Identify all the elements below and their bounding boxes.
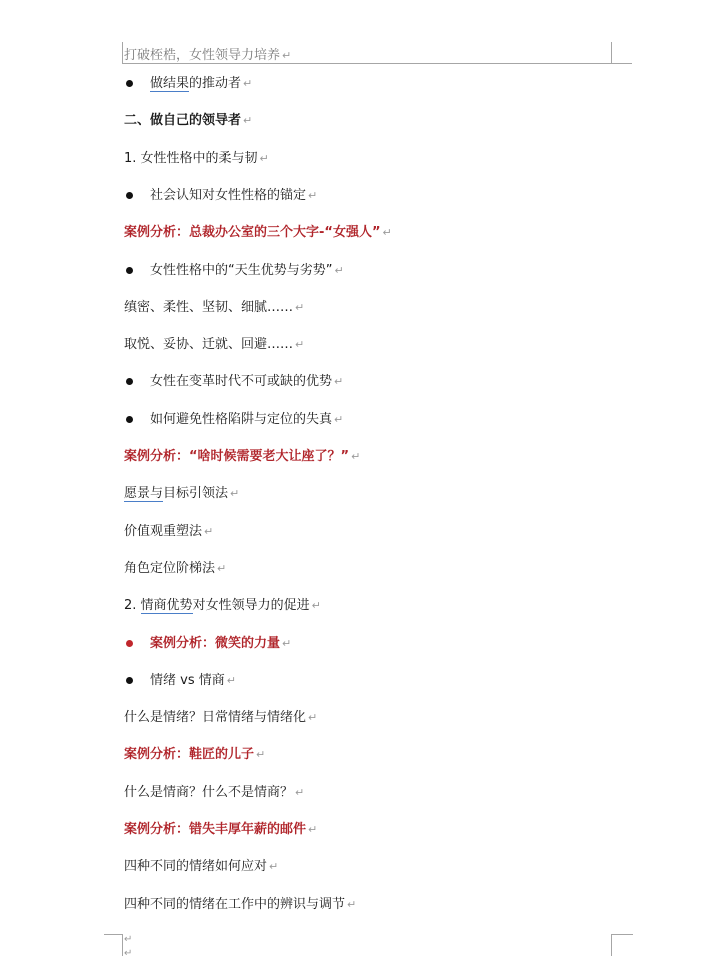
line-text: 1. 女性性格中的柔与韧 — [124, 151, 258, 166]
page-header — [124, 44, 291, 63]
line-text: 社会认知对女性性格的锚定 — [150, 188, 307, 203]
paragraph-mark: ↵ — [282, 49, 292, 62]
list-item — [150, 374, 343, 390]
list-item — [124, 151, 269, 167]
bullet-icon — [126, 677, 133, 684]
line-text: 女性性格中的“天生优势与劣势” — [150, 263, 333, 278]
bullet-icon — [126, 80, 133, 87]
line-text: 取悦、妥协、迁就、回避…… — [124, 337, 294, 352]
line-text: 女性在变革时代不可或缺的优势 — [150, 374, 333, 389]
paragraph-mark: ↵ — [311, 599, 321, 612]
paragraph-mark: ↵ — [243, 114, 253, 127]
list-item — [124, 524, 213, 540]
line-text: 案例分析：“啥时候需要老大让座了？” — [124, 449, 350, 464]
case-analysis-line — [124, 449, 360, 465]
line-text: 缜密、柔性、坚韧、细腻…… — [124, 300, 294, 315]
line-text: 什么是情绪？日常情绪与情绪化 — [124, 710, 307, 725]
paragraph-mark: ↵ — [204, 525, 214, 538]
list-item — [124, 337, 304, 353]
line-text: 情绪 vs 情商 — [150, 673, 225, 688]
paragraph-mark: ↵ — [347, 898, 357, 911]
list-item — [124, 300, 304, 316]
line-text: 案例分析：鞋匠的儿子 — [124, 747, 255, 762]
paragraph-mark: ↵ — [334, 264, 344, 277]
paragraph-mark: ↵ — [217, 562, 227, 575]
list-item — [150, 188, 317, 204]
paragraph-mark: ↵ — [295, 338, 305, 351]
paragraph-mark: ↵ — [269, 860, 279, 873]
list-item — [150, 263, 344, 279]
list-item — [124, 710, 317, 726]
paragraph-mark: ↵ — [308, 823, 318, 836]
crop-mark-top-right-v — [611, 42, 612, 64]
crop-mark-bottom-left-h — [104, 934, 123, 935]
list-item — [124, 897, 356, 913]
case-analysis-line — [124, 747, 265, 763]
line-text: 如何避免性格陷阱与定位的失真 — [150, 412, 333, 427]
list-item — [124, 561, 226, 577]
list-item — [124, 486, 239, 502]
paragraph-mark: ↵ — [295, 786, 305, 799]
bullet-icon — [126, 267, 133, 274]
list-item — [150, 412, 343, 428]
paragraph-mark: ↵ — [334, 413, 344, 426]
crop-mark-bottom-right-v — [611, 934, 612, 956]
line-text: 案例分析：微笑的力量 — [150, 636, 281, 651]
case-analysis-line — [150, 636, 291, 652]
paragraph-mark: ↵ — [230, 487, 240, 500]
bullet-icon — [126, 378, 133, 385]
line-text: 2. 情商优势对女性领导力的促进 — [124, 598, 310, 613]
bullet-icon — [126, 192, 133, 199]
paragraph-mark: ↵ — [382, 226, 392, 239]
paragraph-mark: ↵ — [308, 189, 318, 202]
case-analysis-line — [124, 822, 317, 838]
paragraph-mark: ↵ — [351, 450, 361, 463]
line-text: 角色定位阶梯法 — [124, 561, 216, 576]
line-text: 四种不同的情绪在工作中的辨识与调节 — [124, 897, 346, 912]
section-heading — [124, 113, 252, 129]
list-item — [150, 76, 252, 92]
line-text: 愿景与目标引领法 — [124, 486, 229, 501]
line-text: 二、做自己的领导者 — [124, 113, 242, 128]
line-text: 做结果的推动者 — [150, 76, 242, 91]
paragraph-mark: ↵ — [334, 375, 344, 388]
case-analysis-line — [124, 225, 392, 241]
crop-mark-top-left-v — [122, 42, 123, 64]
crop-mark-top-line — [122, 63, 632, 64]
line-text: 案例分析：错失丰厚年薪的邮件 — [124, 822, 307, 837]
line-text: 案例分析：总裁办公室的三个大字-“女强人” — [124, 225, 381, 240]
paragraph-mark: ↵ — [256, 748, 266, 761]
line-text: 四种不同的情绪如何应对 — [124, 859, 268, 874]
list-item — [124, 859, 278, 875]
crop-mark-bottom-right-h — [611, 934, 633, 935]
list-item — [150, 673, 236, 689]
list-item — [124, 785, 304, 801]
paragraph-mark: ↵ — [295, 301, 305, 314]
footer-paragraph-mark: ↵ — [124, 934, 133, 945]
bullet-icon — [126, 640, 133, 647]
list-item — [124, 598, 321, 614]
footer-paragraph-mark: ↵ — [124, 948, 133, 959]
header-title: 打破桎梏，女性领导力培养 — [124, 48, 281, 63]
bullet-icon — [126, 416, 133, 423]
paragraph-mark: ↵ — [226, 674, 236, 687]
line-text: 价值观重塑法 — [124, 524, 203, 539]
paragraph-mark: ↵ — [243, 77, 253, 90]
paragraph-mark: ↵ — [308, 711, 318, 724]
line-text: 什么是情商？什么不是情商？ — [124, 785, 294, 800]
crop-mark-bottom-left-v — [122, 934, 123, 956]
paragraph-mark: ↵ — [259, 152, 269, 165]
paragraph-mark: ↵ — [282, 637, 292, 650]
